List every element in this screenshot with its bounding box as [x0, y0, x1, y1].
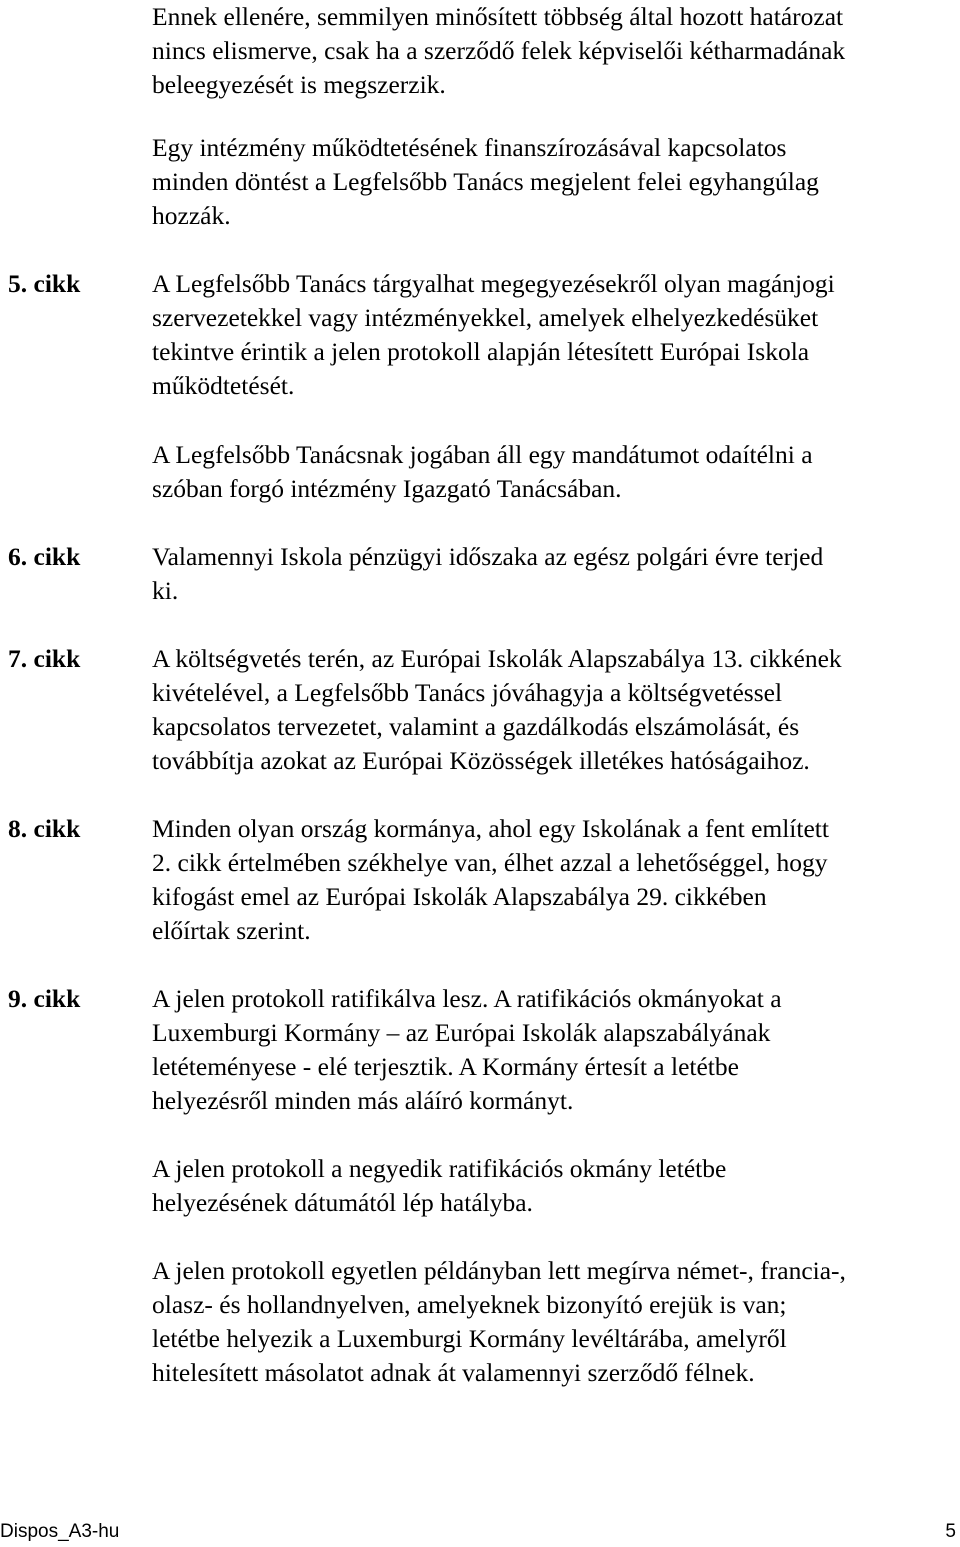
footer-doc-id: Dispos_A3-hu	[0, 1521, 120, 1542]
paragraph-line: Luxemburgi Kormány – az Európai Iskolák alapszabályának	[152, 1018, 771, 1047]
article-number: 5. cikk	[8, 269, 81, 298]
paragraph-line: helyezésének dátumától lép hatályba.	[152, 1188, 533, 1217]
paragraph-line: kapcsolatos tervezetet, valamint a gazdálkodás elszámolását, és	[152, 712, 800, 741]
article-number: 8. cikk	[8, 814, 81, 843]
paragraph-line: letéteményese - elé terjesztik. A Kormány értesít a letétbe	[152, 1052, 739, 1081]
paragraph-line: kivételével, a Legfelsőbb Tanács jóváhagyja a költségvetéssel	[152, 678, 783, 707]
article-number: 6. cikk	[8, 542, 81, 571]
article-number: 7. cikk	[8, 644, 81, 673]
paragraph-line: 2. cikk értelmében székhelye van, élhet azzal a lehetőséggel, hogy	[152, 848, 828, 877]
paragraph-line: A Legfelsőbb Tanács tárgyalhat megegyezésekről olyan magánjogi	[152, 269, 835, 298]
paragraph-line: előírtak szerint.	[152, 916, 311, 945]
paragraph-line: továbbítja azokat az Európai Közösségek illetékes hatóságaihoz.	[152, 746, 810, 775]
paragraph-line: letétbe helyezik a Luxemburgi Kormány levéltárába, amelyről	[152, 1324, 787, 1353]
paragraph-line: A Legfelsőbb Tanácsnak jogában áll egy mandátumot odaítélni a	[152, 440, 813, 469]
paragraph-line: nincs elismerve, csak ha a szerződő felek képviselői kétharmadának	[152, 36, 846, 65]
paragraph-line: szervezetekkel vagy intézményekkel, amelyek elhelyezkedésüket	[152, 303, 819, 332]
paragraph-line: szóban forgó intézmény Igazgató Tanácsában.	[152, 474, 622, 503]
paragraph-line: Egy intézmény működtetésének finanszírozásával kapcsolatos	[152, 133, 787, 162]
paragraph-line: olasz- és hollandnyelven, amelyeknek bizonyító erejük is van;	[152, 1290, 787, 1319]
paragraph-line: A jelen protokoll egyetlen példányban lett megírva német-, francia-,	[152, 1256, 846, 1285]
paragraph-line: A jelen protokoll ratifikálva lesz. A ratifikációs okmányokat a	[152, 984, 782, 1013]
paragraph-line: minden döntést a Legfelsőbb Tanács megjelent felei egyhangúlag	[152, 167, 819, 196]
article-number: 9. cikk	[8, 984, 81, 1013]
paragraph-line: Minden olyan ország kormánya, ahol egy Iskolának a fent említett	[152, 814, 829, 843]
paragraph-line: beleegyezését is megszerzik.	[152, 70, 446, 99]
paragraph-line: A költségvetés terén, az Európai Iskolák Alapszabálya 13. cikkének	[152, 644, 842, 673]
paragraph-line: kifogást emel az Európai Iskolák Alapszabálya 29. cikkében	[152, 882, 767, 911]
paragraph-line: működtetését.	[152, 371, 295, 400]
paragraph-line: helyezésről minden más aláíró kormányt.	[152, 1086, 574, 1115]
paragraph-line: Valamennyi Iskola pénzügyi időszaka az egész polgári évre terjed	[152, 542, 824, 571]
paragraph-line: tekintve érintik a jelen protokoll alapján létesített Európai Iskola	[152, 337, 810, 366]
paragraph-line: Ennek ellenére, semmilyen minősített többség által hozott határozat	[152, 2, 844, 31]
paragraph-line: hozzák.	[152, 201, 231, 230]
paragraph-line: ki.	[152, 576, 179, 605]
paragraph-line: A jelen protokoll a negyedik ratifikációs okmány letétbe	[152, 1154, 727, 1183]
paragraph-line: hitelesített másolatot adnak át valamennyi szerződő félnek.	[152, 1358, 755, 1387]
footer-page-number: 5	[945, 1521, 956, 1542]
